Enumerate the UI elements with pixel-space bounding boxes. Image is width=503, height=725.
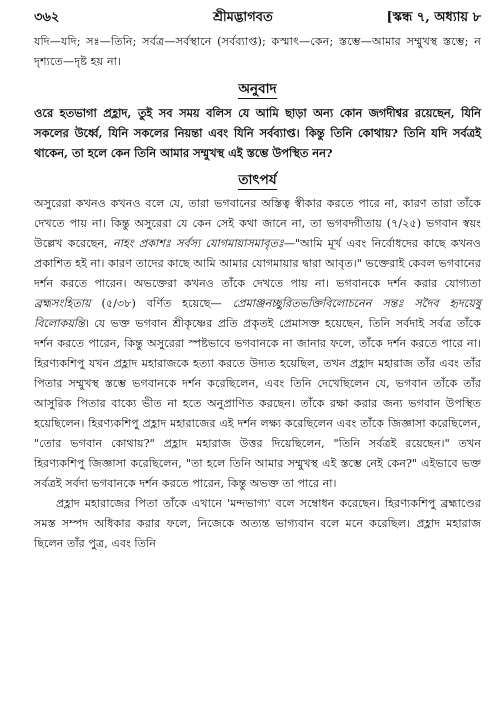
purport-heading bbox=[34, 169, 481, 192]
purport-text-d: । যে ভক্ত ভগবান শ্রীকৃষ্ণের প্রতি প্রকৃতই প্রেমাসক্ত হয়েছেন, তিনি সর্বদাই সর্বত্র তাঁকে দর্শন করতে পারেন, কিন্তু অসুরেরা স্পষ্টভাবে ভগবানকে না জানার ফলে, তাঁকে দর্শন করতে পারে না। হিরণ্যকশিপু যখন প্রহ্লাদ মহারাজকে হত্যা করতে উদ্যত হয়েছিল, তখন প্রহ্লাদ মহারাজ তাঁর এবং তাঁর পিতার সম্মুখস্থ স্তম্ভে ভগবানকে দর্শন করেছিলেন, এবং তিনি দেখেছিলেন যে, ভগবান তাঁকে তাঁর আসুরিক পিতার বাক্যে ভীত না হতে অনুপ্রাণিত করছেন। তাঁকে রক্ষা করার জন্য ভগবান উপস্থিত হয়েছিলেন। হিরণ্যকশিপু প্রহ্লাদ মহারাজের এই দর্শন লক্ষ্য করেছিলেন এবং তাঁকে জিজ্ঞাসা করেছিলেন, "তোর ভগবান কোথায়?" প্রহ্লাদ মহারাজ উত্তর দিয়েছিলেন, "তিনি সর্বত্রই রয়েছেন।" তখন হিরণ্যকশিপু জিজ্ঞাসা করেছিলেন, "তা হলে তিনি আমার সম্মুখস্থ এই স্তম্ভে নেই কেন?" এইভাবে ভক্ত সর্বত্রই সর্বদা ভগবানকে দর্শন করতে পারেন, কিন্তু অভক্ত তা পারে না। bbox=[34, 317, 481, 490]
chapter-reference: [স্কন্ধ ৭, অধ্যায় ৮ bbox=[386, 10, 481, 25]
purport-text-b: —"আমি মূর্খ এবং নির্বোধদের কাছে কখনও প্রকাশিত হই না। কারণ তাদের কাছে আমি আমার যোগমায়ার দ্বারা আবৃত।" ভক্তেরাই কেবল ভগবানের দর্শন করতে পারেন। অভক্তেরা কখনও তাঁকে দেখতে পায় না। ভগবানকে দর্শন করার যোগ্যতা bbox=[34, 237, 481, 290]
brahma-samhita-reference: ব্রহ্মসংহিতায় bbox=[34, 297, 91, 310]
synonyms-text: যদি—যদি; সঃ—তিনি; সর্বত্র—সর্বস্থানে (সর্বব্যাপ্ত); কস্মাৎ—কেন; স্তম্ভে—আমার সম্মুখস্থ স্তম্ভে; ন দৃশ্যতে—দৃষ্ট হয় না। bbox=[34, 35, 481, 68]
purport-text-a: অসুরেরা কখনও কখনও বলে যে, তারা ভগবানের অস্তিত্ব স্বীকার করতে পারে না, কারণ তারা তাঁকে দেখতে পায় না। কিন্তু অসুরেরা যে কেন সেই কথা জানে না, তা ভগবদ্গীতায় (৭/২৫) ভগবান স্বয়ং উল্লেখ করেছেন, bbox=[34, 197, 481, 250]
translation-heading bbox=[34, 78, 481, 101]
purport-paragraph-2: প্রহ্লাদ মহারাজের পিতা তাঁকে এখানে 'মন্দভাগ্য' বলে সম্বোধন করেছেন। হিরণ্যকশিপু ব্রহ্মাণ্ডের সমস্ত সম্পদ অধিকার করার ফলে, নিজেকে অত্যন্ত ভাগ্যবান বলে মনে করেছিল। প্রহ্লাদ মহারাজ ছিলেন তাঁর পুত্র, এবং তিনি bbox=[34, 497, 481, 550]
page-number: ৩৬২ bbox=[34, 10, 60, 25]
brahma-samhita-quote: প্রেমাঞ্জনচ্ছুরিতভক্তিবিলোচনেন সন্তঃ সদৈব হৃদয়েষু বিলোকয়ন্তি bbox=[34, 297, 482, 330]
page-header bbox=[34, 8, 481, 28]
purport-paragraph-1 bbox=[34, 194, 481, 494]
purport-text-c: (৫/৩৮) বর্ণিত হয়েছে— bbox=[90, 297, 233, 310]
gita-quote: নাহং প্রকাশঃ সর্বস্য যোগমায়াসমাবৃতঃ bbox=[112, 237, 284, 250]
translation-text: ওরে হতভাগা প্রহ্লাদ, তুই সব সময় বলিস যে আমি ছাড়া অন্য কোন জগদীশ্বর রয়েছেন, যিনি সকলের উর্ধ্বে, যিনি সকলের নিয়ন্তা এবং যিনি সর্বব্যাপ্ত। কিন্তু তিনি কোথায়? তিনি যদি সর্বত্রই থাকেন, তা হলে কেন তিনি আমার সম্মুখস্থ এই স্তম্ভে উপস্থিত নন? bbox=[34, 106, 481, 160]
translation-heading-label: অনুবাদ bbox=[238, 81, 277, 97]
purport-heading-label: তাৎপর্য bbox=[238, 172, 277, 188]
book-title: শ্রীমদ্ভাগবত bbox=[213, 10, 273, 25]
